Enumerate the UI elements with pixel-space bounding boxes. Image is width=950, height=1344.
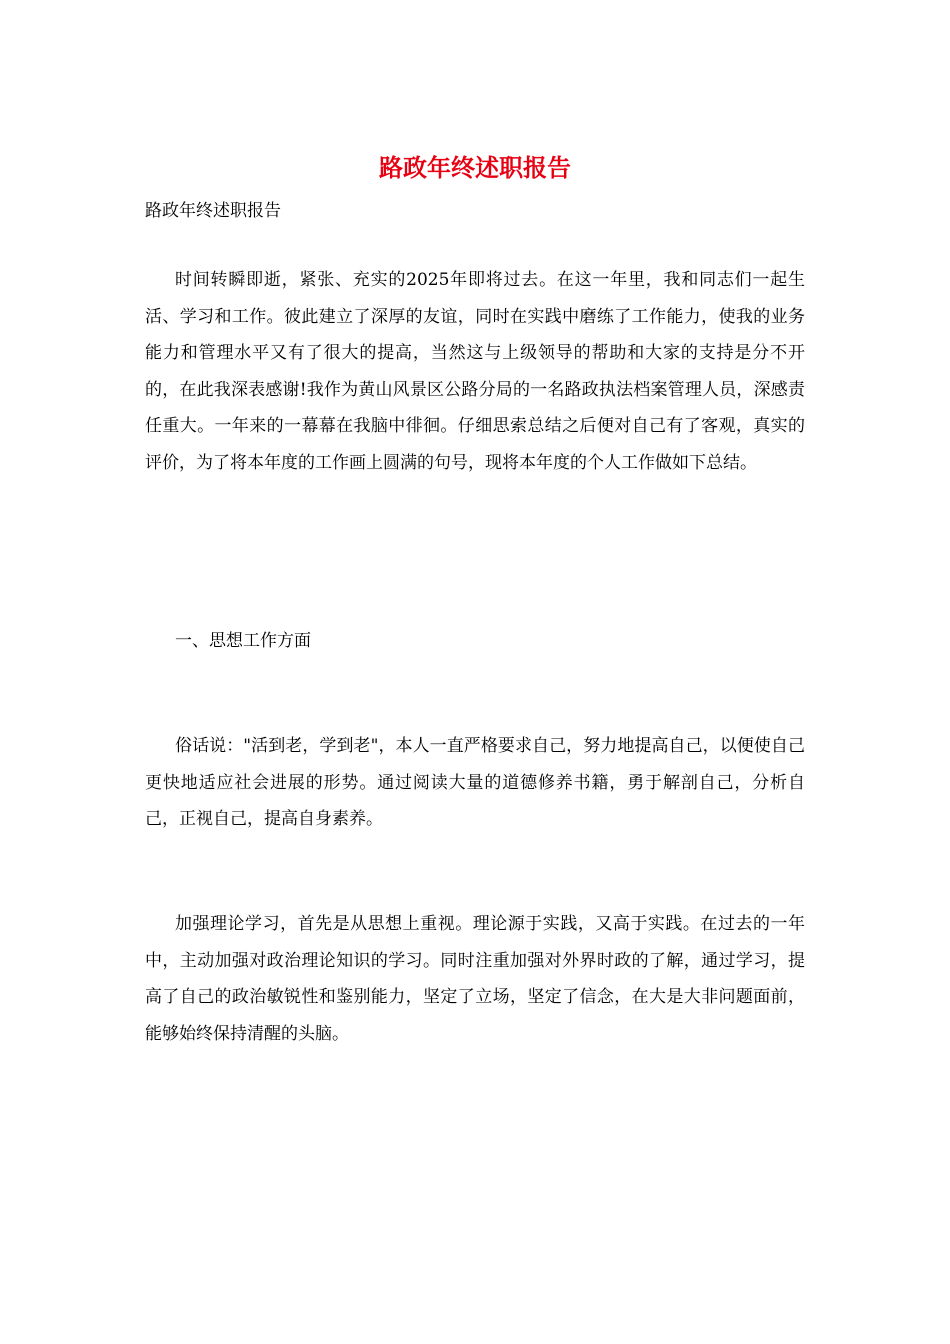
section-heading: 一、思想工作方面 <box>175 631 311 651</box>
document-subtitle: 路政年终述职报告 <box>145 201 281 221</box>
document-title: 路政年终述职报告 <box>379 153 571 182</box>
section-paragraph: 加强理论学习，首先是从思想上重视。理论源于实践，又高于实践。在过去的一年中，主动加强对政治理论知识的学习。同时注重加强对外界时政的了解，通过学习，提高了自己的政治敏锐性和鉴别能力，坚定了立场，坚定了信念，在大是大非问题面前，能够始终保持清醒的头脑。 <box>145 914 805 1044</box>
section-paragraph: 俗话说："活到老，学到老"，本人一直严格要求自己，努力地提高自己，以便使自己更快地适应社会进展的形势。通过阅读大量的道德修养书籍，勇于解剖自己，分析自己，正视自己，提高自身素养。 <box>145 736 805 829</box>
intro-paragraph: 时间转瞬即逝，紧张、充实的2025年即将过去。在这一年里，我和同志们一起生活、学习和工作。彼此建立了深厚的友谊，同时在实践中磨练了工作能力，使我的业务能力和管理水平又有了很大的提高，当然这与上级领导的帮助和大家的支持是分不开的，在此我深表感谢!我作为黄山风景区公路分局的一名路政执法档案管理人员，深感责任重大。一年来的一幕幕在我脑中徘徊。仔细思索总结之后便对自己有了客观，真实的评价，为了将本年度的工作画上圆满的句号，现将本年度的个人工作做如下总结。 <box>145 270 805 473</box>
